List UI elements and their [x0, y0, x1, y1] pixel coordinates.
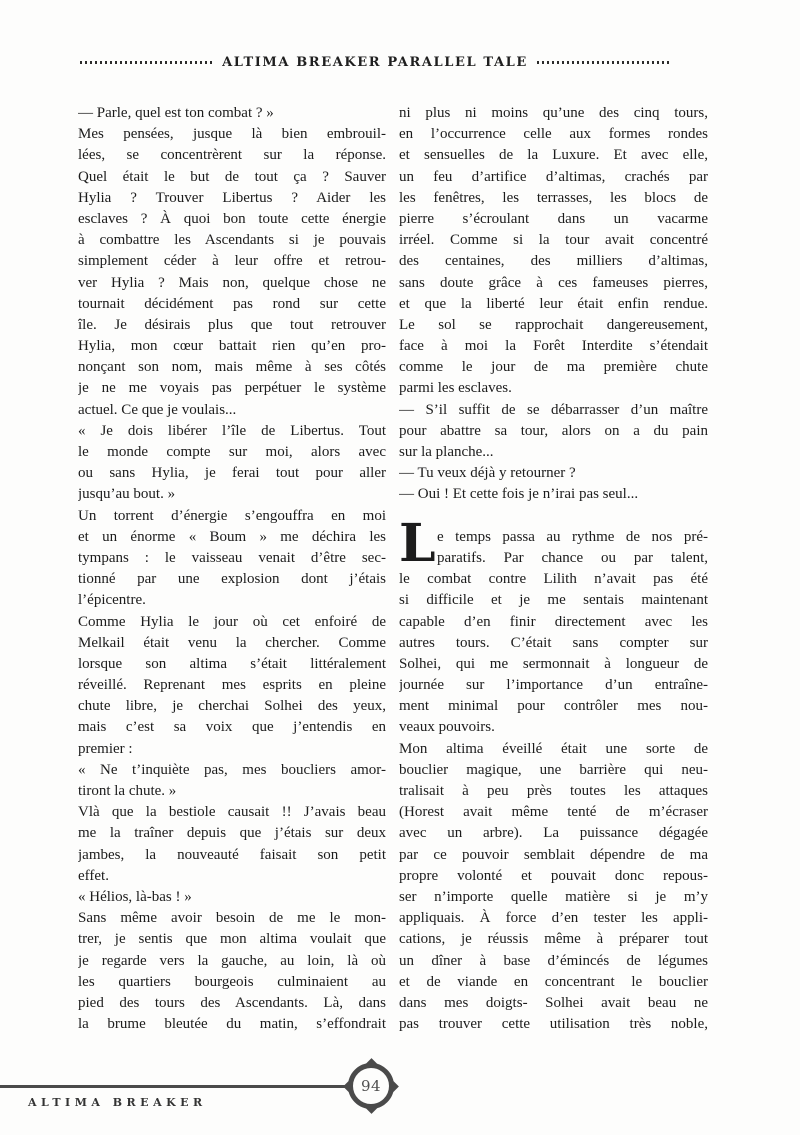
column-left [78, 103, 386, 1036]
text-line: premier : [78, 740, 133, 757]
text-line: île. Je désirais plus que tout retrouver [78, 316, 386, 333]
header-dotted-rule-left [80, 61, 213, 64]
text-line: des centaines, des milliers d’altimas, [399, 253, 708, 270]
text-line: cations, je réussis même à préparer tout [399, 931, 708, 948]
text-line: nonçant son nom, mais même à ses côtés [78, 359, 386, 376]
text-line: sans doute grâce à ces fameuses pierres, [399, 274, 708, 291]
text-line: « Hélios, là-bas ! » [78, 888, 192, 905]
text-line: sur la planche... [399, 444, 494, 460]
text-line: propre volonté et pouvait donc repous- [399, 867, 708, 884]
text-line: l’épicentre. [78, 592, 146, 609]
text-line: Melkail était venu la chercher. Comme [78, 634, 386, 651]
text-line: actuel. Ce que je voulais... [78, 401, 237, 418]
text-line: comme le jour de ma première chute [399, 359, 708, 376]
text-line: parmi les esclaves. [399, 380, 512, 397]
running-title: ALTIMA BREAKER PARALLEL TALE [222, 54, 528, 70]
text-line: pour abattre sa tour, alors on a du pain [399, 422, 708, 439]
text-line: effet. [78, 867, 109, 884]
text-line: et sensuelles de la Luxure. Et avec elle, [399, 147, 708, 164]
text-line [399, 506, 708, 527]
text-line: Vlà que la bestiole causait !! J’avais beau [78, 804, 386, 821]
text-line: Hylia, mon cœur battait rien qu’en pro- [78, 338, 386, 355]
text-line: capable d’en finir directement avec les [399, 613, 708, 630]
footer-book-title: ALTIMA BREAKER [28, 1096, 207, 1109]
text-line: chute libre, je cherchai Solhei des yeux, [78, 698, 386, 715]
text-line: un dîner à base d’émincés de légumes [399, 952, 708, 969]
text-line: je ne me voyais pas perpétuer le système [78, 380, 386, 397]
header-dotted-rule-right [537, 61, 670, 64]
text-line: — Oui ! Et cette fois je n’irai pas seul... [399, 486, 639, 503]
text-line: et un énorme « Boum » me déchira les [78, 528, 386, 545]
text-line: ou sans Hylia, je ferai tout pour aller [78, 465, 386, 482]
text-line: tympans : le vaisseau venait d’être sec- [78, 549, 386, 566]
text-line: trer, je sentis que mon altima voulait que [78, 931, 386, 948]
text-line: face à moi la Forêt Interdite s’étendait [399, 338, 708, 355]
text-line: et que la liberté leur était enfin rendue. [399, 295, 708, 312]
text-line: tralisait à peu près toutes les attaques [399, 783, 708, 799]
text-line: en l’occurrence celle aux formes rondes [399, 126, 708, 143]
text-line: appliquais. À force d’en tester les appli- [399, 910, 708, 927]
text-line: jambes, la nouveauté faisait son petit [78, 846, 386, 863]
text-line: autres tours. C’était sans compter sur [399, 634, 708, 651]
text-line: esclaves ? À quoi bon toute cette énergie [78, 210, 386, 227]
text-line: — Tu veux déjà y retourner ? [399, 465, 576, 482]
column-right [399, 103, 708, 1036]
text-line: me la traîner depuis que j’étais sur deux [78, 825, 386, 842]
text-line: pas trouver cette utilisation très noble, [399, 1016, 708, 1033]
text-line: à combattre les Ascendants si je pouvais [78, 232, 386, 249]
text-line: dans mes doigts- Solhei avait beau ne [399, 994, 708, 1011]
text-line: si difficile et je me sentais maintenant [399, 592, 708, 609]
text-line: par ce pouvoir semblait dépendre de ma [399, 846, 708, 863]
badge-ring [348, 1063, 394, 1109]
text-line: ment minimal pour contrôler mes nou- [399, 698, 708, 715]
text-line: Hylia ? Trouver Libertus ? Aider les [78, 189, 386, 206]
text-line: je regarde vers la gauche, au loin, là où [78, 952, 386, 969]
text-line: Le sol se rapprochait dangereusement, [399, 316, 708, 333]
text-line: Mes pensées, jusque là bien embrouil- [78, 126, 386, 143]
footer-rule [0, 1085, 350, 1088]
text-line: ver Hylia ? Mais non, quelque chose ne [78, 274, 386, 291]
text-line: tournait décidément pas rond sur cette [78, 295, 386, 312]
text-line: ser n’importe quelle matière si je m’y [399, 888, 708, 905]
text-line: paratifs. Par chance ou par talent, [437, 549, 708, 566]
text-line: lées, se concentrèrent sur la réponse. [78, 147, 386, 164]
text-line: Quel était le but de tout ça ? Sauver [78, 168, 386, 185]
text-line: avec un arbre). La puissance dégagée [399, 825, 708, 842]
text-line: simplement céder à leur offre et retrou- [78, 253, 386, 270]
text-line: le combat contre Lilith n’avait pas été [399, 571, 708, 588]
text-line: les fenêtres, les terrasses, les blocs de [399, 189, 708, 206]
text-line: bouclier magique, une barrière qui neu- [399, 761, 708, 778]
text-line: la brume bleutée du matin, s’effondrait [78, 1016, 386, 1033]
text-line: un feu d’artifice d’altimas, crachés par [399, 168, 708, 185]
text-line: mais c’est sa voix que j’entendis en [78, 719, 386, 736]
text-line: le monde compte sur moi, alors avec [78, 444, 386, 460]
text-line: Mon altima éveillé était une sorte de [399, 740, 708, 757]
text-line: e temps passa au rythme de nos pré- [437, 528, 708, 545]
text-line: jusqu’au bout. » [78, 486, 176, 503]
text-line: pierre s’écroulant dans un vacarme [399, 210, 708, 227]
text-line: lorsque son altima s’était littéralement [78, 655, 386, 672]
text-line: Sans même avoir besoin de me le mon- [78, 910, 386, 927]
text-line: Un torrent d’énergie s’engouffra en moi [78, 507, 386, 524]
text-line: veaux pouvoirs. [399, 719, 495, 736]
text-line: pied des tours des Ascendants. Là, dans [78, 994, 386, 1011]
text-line: — Parle, quel est ton combat ? » [78, 105, 274, 121]
page-number-badge [348, 1063, 394, 1109]
text-line: — S’il suffit de se débarrasser d’un maître [399, 401, 708, 418]
text-line: les quartiers bourgeois culminaient au [78, 973, 386, 990]
page-header [80, 52, 670, 72]
text-line: Solhei, qui me sermonnait à longueur de [399, 655, 708, 672]
text-line: « Ne t’inquiète pas, mes boucliers amor- [78, 761, 386, 778]
text-line: Comme Hylia le jour où cet enfoiré de [78, 613, 386, 630]
page-number: 94 [360, 1077, 382, 1095]
drop-cap: L [399, 513, 436, 574]
text-line: réveillé. Reprenant mes esprits en pleine [78, 677, 386, 694]
text-line: ni plus ni moins qu’une des cinq tours, [399, 105, 708, 121]
text-line: journée sur l’importance d’un entraîne- [399, 677, 708, 694]
text-line: tiront la chute. » [78, 783, 177, 799]
text-line: irréel. Comme si la tour avait concentré [399, 232, 708, 249]
text-line: « Je dois libérer l’île de Libertus. Tout [78, 422, 386, 439]
text-line: tionné par une explosion dont j’étais [78, 571, 386, 588]
text-line: et de viande en concentrant le bouclier [399, 973, 708, 990]
text-line: (Horest avait même tenté de m’écraser [399, 804, 708, 821]
